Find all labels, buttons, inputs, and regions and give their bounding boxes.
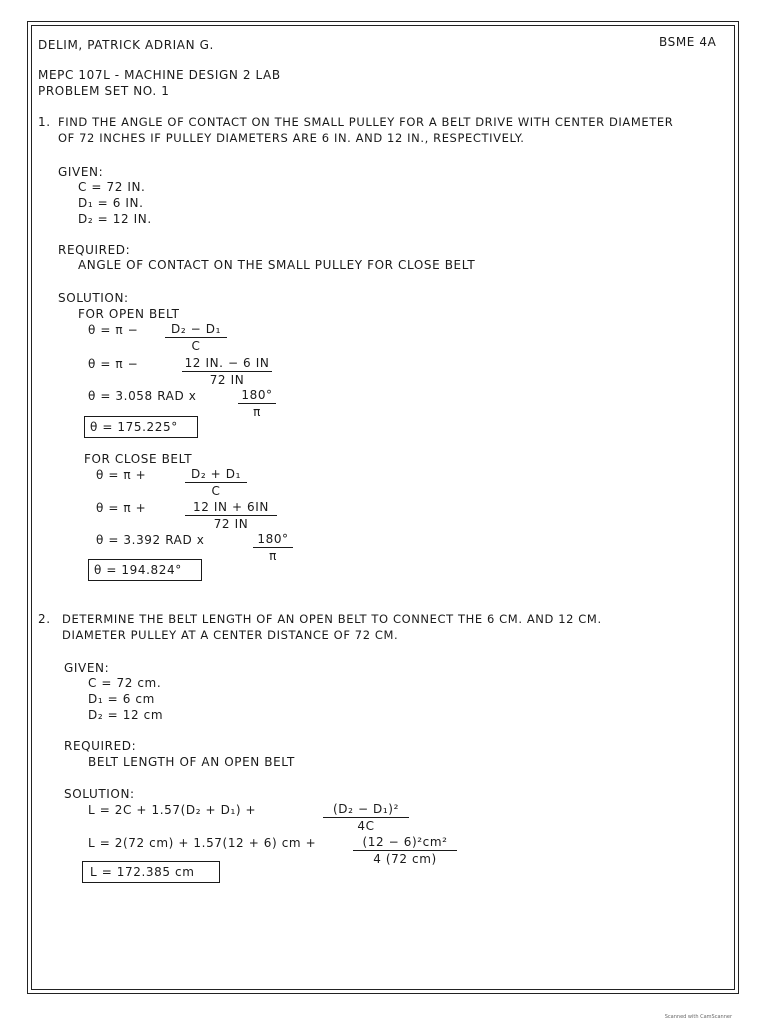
required-text: ANGLE OF CONTACT ON THE SMALL PULLEY FOR CLOSE BELT bbox=[78, 258, 476, 272]
close-eq1-denominator: C bbox=[211, 484, 221, 498]
open-eq3-lhs: θ = 3.058 RAD x bbox=[88, 389, 197, 403]
open-eq2-numerator: 12 IN. − 6 IN bbox=[184, 356, 270, 370]
solution-label: SOLUTION: bbox=[58, 291, 129, 305]
given-label: GIVEN: bbox=[58, 165, 104, 179]
close-eq2-denominator: 72 IN bbox=[213, 517, 249, 531]
problem-number: 2. bbox=[38, 612, 51, 626]
open-eq2-denominator: 72 IN bbox=[209, 373, 245, 387]
open-belt-answer: θ = 175.225° bbox=[90, 420, 178, 434]
section-label: BSME 4A bbox=[659, 35, 717, 49]
fraction-bar bbox=[165, 337, 227, 338]
length-eq2-numerator: (12 − 6)²cm² bbox=[362, 835, 448, 849]
question-line-2: DIAMETER PULLEY AT A CENTER DISTANCE OF 72 CM. bbox=[62, 628, 399, 642]
required-text: BELT LENGTH OF AN OPEN BELT bbox=[88, 755, 295, 769]
close-eq3-lhs: θ = 3.392 RAD x bbox=[96, 533, 205, 547]
close-belt-answer: θ = 194.824° bbox=[94, 563, 182, 577]
solution-label: SOLUTION: bbox=[64, 787, 135, 801]
question-line-2: OF 72 INCHES IF PULLEY DIAMETERS ARE 6 IN. AND 12 IN., RESPECTIVELY. bbox=[58, 131, 525, 145]
required-label: REQUIRED: bbox=[64, 739, 137, 753]
given-d1: D₁ = 6 IN. bbox=[78, 196, 144, 210]
close-eq1-numerator: D₂ + D₁ bbox=[191, 467, 241, 481]
length-eq2-lhs: L = 2(72 cm) + 1.57(12 + 6) cm + bbox=[88, 836, 317, 850]
problem-number: 1. bbox=[38, 115, 51, 129]
length-eq1-numerator: (D₂ − D₁)² bbox=[333, 802, 399, 816]
open-eq2-lhs: θ = π − bbox=[88, 357, 139, 371]
belt-length-answer: L = 172.385 cm bbox=[90, 865, 195, 879]
scanner-watermark: Scanned with CamScanner bbox=[664, 1014, 732, 1020]
course-title: MEPC 107L - MACHINE DESIGN 2 LAB bbox=[38, 68, 281, 82]
problem-set-title: PROBLEM SET NO. 1 bbox=[38, 84, 170, 98]
question-line-1: DETERMINE THE BELT LENGTH OF AN OPEN BELT TO CONNECT THE 6 CM. AND 12 CM. bbox=[62, 612, 602, 626]
required-label: REQUIRED: bbox=[58, 243, 131, 257]
length-eq1-lhs: L = 2C + 1.57(D₂ + D₁) + bbox=[88, 803, 257, 817]
given-d2: D₂ = 12 cm bbox=[88, 708, 164, 722]
student-name: DELIM, PATRICK ADRIAN G. bbox=[38, 38, 214, 52]
fraction-bar bbox=[185, 482, 247, 483]
length-eq2-denominator: 4 (72 cm) bbox=[373, 852, 437, 866]
open-eq1-denominator: C bbox=[191, 339, 201, 353]
close-eq2-numerator: 12 IN + 6IN bbox=[192, 500, 270, 514]
close-eq3-numerator: 180° bbox=[257, 532, 289, 546]
fraction-bar bbox=[185, 515, 277, 516]
close-belt-label: FOR CLOSE BELT bbox=[84, 452, 193, 466]
open-belt-label: FOR OPEN BELT bbox=[78, 307, 180, 321]
open-eq3-numerator: 180° bbox=[241, 388, 273, 402]
given-d1: D₁ = 6 cm bbox=[88, 692, 155, 706]
fraction-bar bbox=[353, 850, 457, 851]
open-eq3-denominator: π bbox=[253, 405, 261, 419]
open-eq1-numerator: D₂ − D₁ bbox=[171, 322, 221, 336]
fraction-bar bbox=[323, 817, 409, 818]
given-c: C = 72 IN. bbox=[78, 180, 146, 194]
close-eq2-lhs: θ = π + bbox=[96, 501, 147, 515]
fraction-bar bbox=[182, 371, 272, 372]
open-eq1-lhs: θ = π − bbox=[88, 323, 139, 337]
close-eq1-lhs: θ = π + bbox=[96, 468, 147, 482]
fraction-bar bbox=[253, 547, 293, 548]
given-label: GIVEN: bbox=[64, 661, 110, 675]
given-d2: D₂ = 12 IN. bbox=[78, 212, 152, 226]
question-line-1: FIND THE ANGLE OF CONTACT ON THE SMALL PULLEY FOR A BELT DRIVE WITH CENTER DIAMETER bbox=[58, 115, 674, 129]
close-eq3-denominator: π bbox=[269, 549, 277, 563]
given-c: C = 72 cm. bbox=[88, 676, 162, 690]
fraction-bar bbox=[238, 403, 276, 404]
length-eq1-denominator: 4C bbox=[357, 819, 375, 833]
